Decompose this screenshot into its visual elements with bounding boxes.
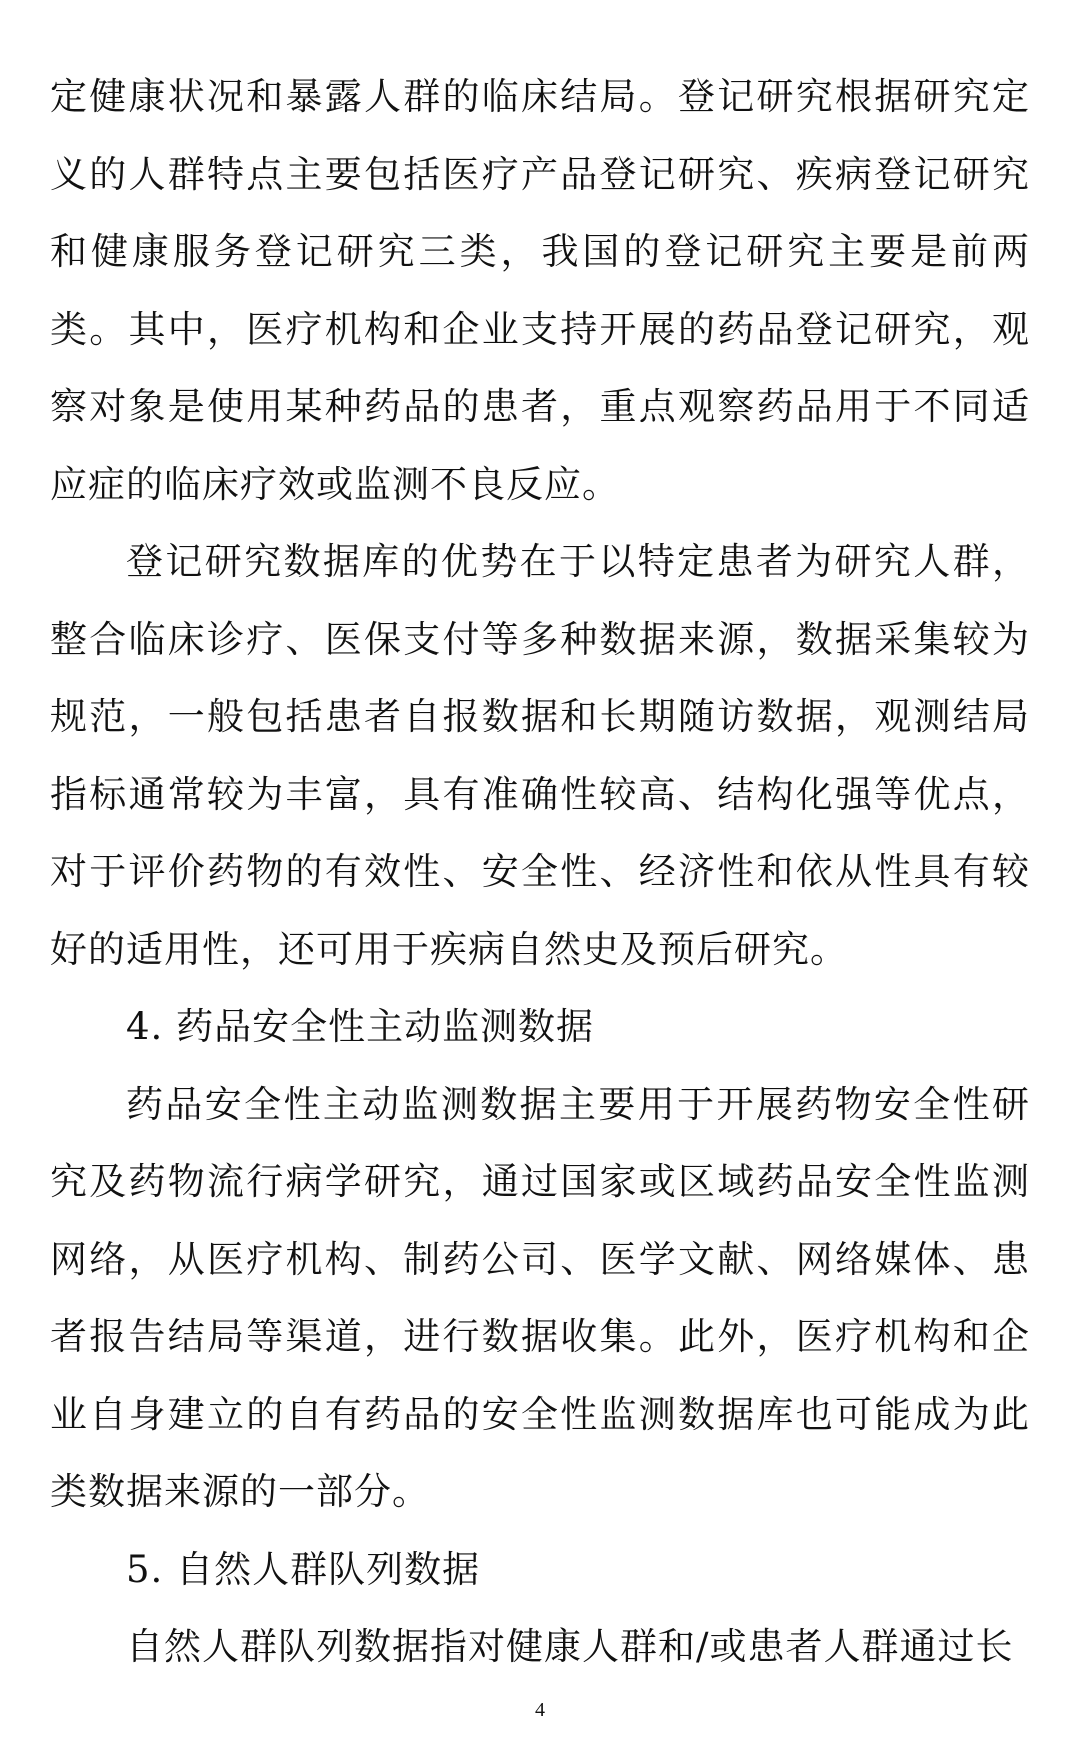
section-heading-5: 5. 自然人群队列数据	[126, 1547, 481, 1591]
page-number: 4	[535, 1699, 545, 1721]
paragraph-safety-monitoring: 药品安全性主动监测数据主要用于开展药物安全性研究及药物流行病学研究，通过国家或区域药品安全性监测网络，从医疗机构、制药公司、医学文献、网络媒体、患者报告结局等渠道，进行数据收集。此外，医疗机构和企业自身建立的自有药品的安全性监测数据库也可能成为此类数据来源的一部分。	[50, 1082, 1030, 1513]
paragraph-cohort-data: 自然人群队列数据指对健康人群和/或患者人群通过长	[126, 1625, 1014, 1668]
paragraph-registry-advantages: 登记研究数据库的优势在于以特定患者为研究人群，整合临床诊疗、医保支付等多种数据来源，数据采集较为规范，一般包括患者自报数据和长期随访数据，观测结局指标通常较为丰富，具有准确性较高、结构化强等优点，对于评价药物的有效性、安全性、经济性和依从性具有较好的适用性，还可用于疾病自然史及预后研究。	[50, 540, 1030, 971]
section-heading-4: 4. 药品安全性主动监测数据	[126, 1005, 595, 1048]
paragraph-registry-continued: 定健康状况和暴露人群的临床结局。登记研究根据研究定义的人群特点主要包括医疗产品登记研究、疾病登记研究和健康服务登记研究三类，我国的登记研究主要是前两类。其中，医疗机构和企业支持开展的药品登记研究，观察对象是使用某种药品的患者，重点观察药品用于不同适应症的临床疗效或监测不良反应。	[50, 75, 1030, 506]
body-text	[50, 58, 1030, 1686]
